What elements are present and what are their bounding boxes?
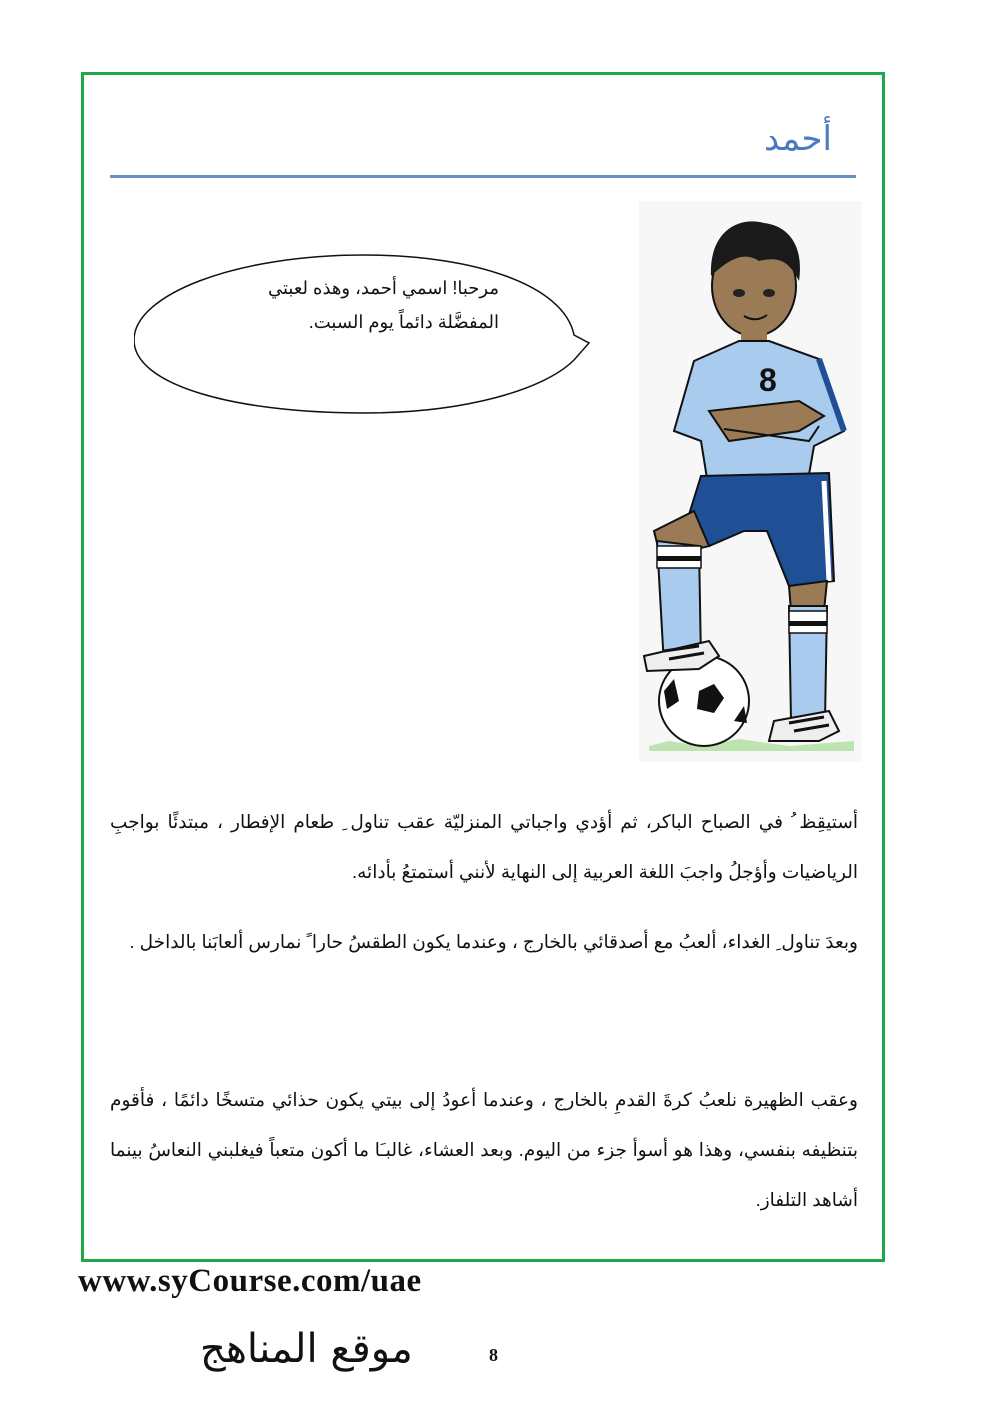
svg-text:8: 8: [759, 362, 777, 398]
paragraph-morning: أستيقِظ ُ في الصباح الباكر، ثم أؤدي واجباتي المنزليّة عقب تناول ِ طعام الإفطار ، مبتدئًا بواجبِ الرياضيات وأؤجلُ واجبَ اللغة العربية إلى النهاية لأنني أستمتعُ بأدائه.: [110, 811, 858, 882]
page-frame: [81, 72, 885, 1262]
boy-footballer-illustration: [639, 201, 862, 762]
speech-bubble-text: مرحبا! اسمي أحمد، وهذه لعبتي المفضَّلة دائماً يوم السبت.: [267, 278, 499, 332]
paragraph-evening: وعقب الظهيرة نلعبُ كرةَ القدمِ بالخارج ، وعندما أعودُ إلى بيتي يكون حذائي متسخًا دائمًا ، فأقوم بتنظيفه بنفسي، وهذا هو أسوأ جزء من اليوم. وبعد العشاء، غالبـَا ما أكون متعباً فيغلبني النعاسُ بينما أشاهد التلفاز.: [110, 1089, 858, 1210]
title-divider: [110, 175, 856, 178]
page-title: أحمد: [764, 119, 832, 159]
footer-url[interactable]: www.syCourse.com/uae: [78, 1263, 422, 1299]
paragraph-afternoon: وبعدَ تناول ِ الغداء، ألعبُ مع أصدقائي بالخارج ، وعندما يكون الطقسُ حارا ً نمارس ألعابَنا بالداخل .: [129, 931, 858, 952]
footer-site-name: موقع المناهج: [200, 1326, 413, 1372]
page-number: 8: [489, 1345, 498, 1365]
